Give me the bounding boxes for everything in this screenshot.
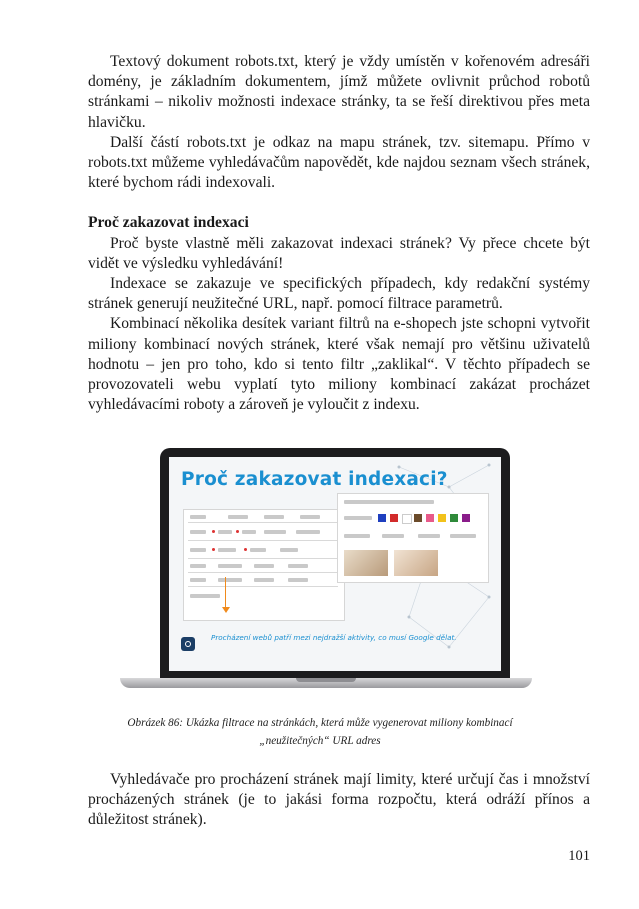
paragraph-crawl-budget: Vyhledávače pro procházení stránek mají limity, které určují čas i množství procházených stránek (je to jakási forma rozpočtu, která odráží přínos a důležitost stránek).	[88, 771, 590, 829]
closing-text	[88, 770, 590, 831]
filter-table-screenshot	[183, 509, 345, 621]
paragraph-filter-combinations: Kombinací několika desítek variant filtrů na e-shopech jste schopni vytvořit miliony kombinací nových stránek, které však nemají pro většinu uživatelů hodnotu – jen pro toho, kdo si tento filtr „zaklikal“. V těchto případech se provozovateli webu vyplatí tyto miliony kombinací zakázat procházet vyhledávacími roboty a zároveň je vyloučit z indexu.	[88, 315, 590, 414]
paragraph-why: Proč byste vlastně měli zakazovat indexaci stránek? Vy přece chcete být vidět ve výsledku vyhledávání!	[88, 234, 590, 272]
arrow-down-icon	[225, 577, 226, 609]
laptop-figure	[120, 448, 532, 698]
figure-caption-line-1: Obrázek 86: Ukázka filtrace na stránkách, která může vygenerovat miliony kombinací	[127, 717, 513, 729]
paragraph-sitemap: Další částí robots.txt je odkaz na mapu stránek, tzv. sitemapu. Přímo v robots.txt můžeme vyhledávačům napovědět, kde najdou seznam všech stránek, které bychom rádi indexovali.	[88, 133, 590, 192]
page-number: 101	[568, 848, 590, 864]
logo-icon	[181, 637, 195, 651]
main-text	[88, 52, 590, 415]
paragraph-robots-txt: Textový dokument robots.txt, který je vždy umístěn v kořenovém adresáři domény, je základním dokumentem, jímž můžete ovlivnit průchod robotů stránkami – nikoliv možnosti indexace stránky, ta se řeší direktivou přes meta hlavičku.	[88, 53, 590, 131]
slide-title: Proč zakazovat indexaci?	[181, 469, 448, 490]
arrow-head-icon	[222, 607, 230, 613]
product-filter-screenshot	[337, 493, 489, 583]
slide-caption: Procházení webů patří mezi nejdražší aktivity, co musí Google dělat.	[211, 633, 457, 642]
laptop-notch	[296, 678, 356, 682]
paragraph-specific-cases: Indexace se zakazuje ve specifických případech, kdy redakční systémy stránek generují neužitečné URL, např. pomocí filtrace parametrů.	[88, 275, 590, 313]
laptop-screen	[160, 448, 510, 680]
figure-caption-line-2: „neužitečných“ URL adres	[259, 735, 381, 747]
section-heading: Proč zakazovat indexaci	[88, 214, 249, 232]
figure-caption	[60, 714, 580, 750]
slide	[169, 457, 501, 671]
